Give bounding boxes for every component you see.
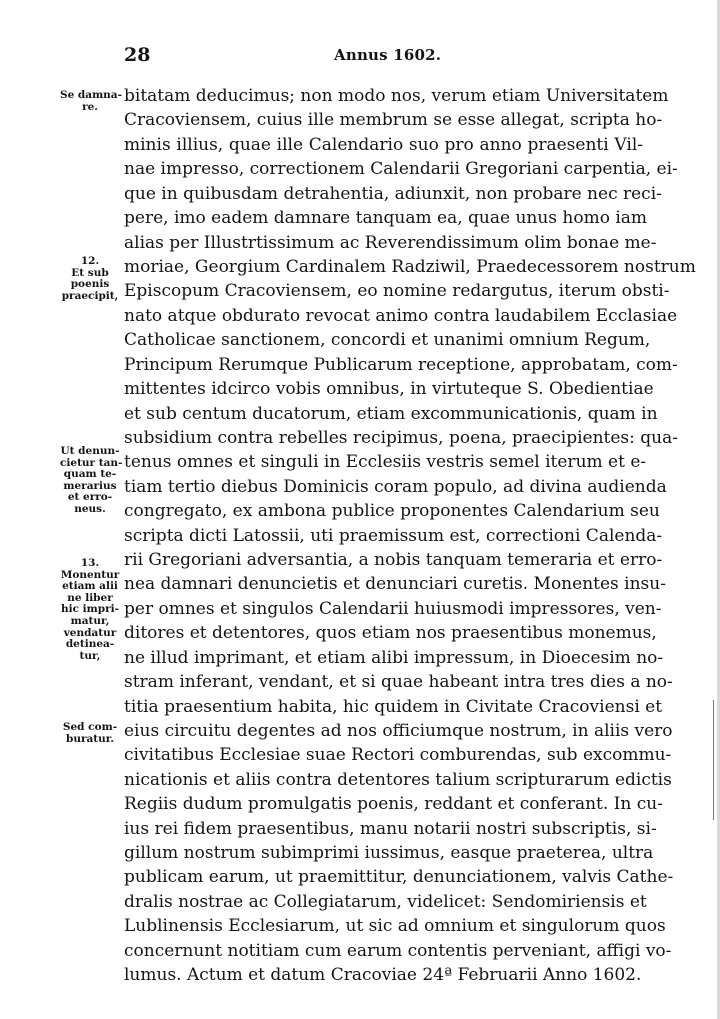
running-title: Annus 1602. [334, 46, 442, 64]
text-line: nae impresso, correctionem Calendarii Gregoriani carpentia, ei- [124, 159, 678, 180]
text-line: minis illius, quae ille Calendario suo pro anno praesenti Vil- [124, 134, 643, 155]
margin-note-line: et erro- [67, 491, 113, 504]
text-line: nea damnari denuncietis et denunciari curetis. Monentes insu- [124, 574, 666, 595]
text-line: Regiis dudum promulgatis poenis, reddant et conferant. In cu- [124, 794, 663, 815]
margin-note-damnare [60, 90, 120, 113]
margin-note-line: ne liber [67, 591, 113, 604]
text-line: rii Gregoriani adversantia, a nobis tanquam temeraria et erro- [124, 550, 663, 570]
margin-note-line: re. [82, 100, 98, 113]
margin-note-line: etiam alii [62, 580, 118, 593]
margin-note-line: merarius [63, 479, 117, 492]
text-line: tenus omnes et singuli in Ecclesiis vestris semel iterum et e- [124, 452, 647, 473]
text-line: titia praesentium habita, hic quidem in Civitate Cracoviensi et [124, 696, 663, 717]
text-line: tiam tertio diebus Dominicis coram populo, ad divina audienda [124, 476, 667, 497]
text-line: lumus. Actum et datum Cracoviae 24ª Februarii Anno 1602. [124, 965, 642, 986]
margin-note-line: praecipit, [61, 289, 119, 302]
margin-note-line: matur, [70, 614, 110, 627]
margin-note-line: Se damna- [60, 89, 122, 101]
text-line: Principum Rerumque Publicarum receptione, approbatam, com- [124, 354, 678, 375]
text-line: civitatibus Ecclesiae suae Rectori comburendas, sub excommu- [124, 745, 672, 766]
text-line: pere, imo eadem damnare tanquam ea, quae unus homo iam [124, 208, 648, 229]
margin-note-line: 12. [80, 255, 100, 267]
text-line: per omnes et singulos Calendarii huiusmodi impressores, ven- [124, 598, 662, 619]
text-line: nato atque obdurato revocat animo contra laudabilem Ecclasiae [124, 305, 678, 326]
text-line: et sub centum ducatorum, etiam excommunicationis, quam in [124, 403, 658, 424]
margin-note-line: buratur. [65, 732, 115, 745]
text-line: Episcopum Cracoviensem, eo nomine redargutus, iterum obsti- [124, 281, 670, 302]
text-line: dralis nostrae ac Collegiatarum, videlicet: Sendomiriensis et [124, 891, 647, 912]
margin-note-line: Sed com- [62, 721, 118, 733]
margin-note-line: poenis [70, 278, 110, 291]
text-line: Lublinensis Ecclesiarum, ut sic ad omnium et singulorum quos [124, 916, 666, 937]
text-line: moriae, Georgium Cardinalem Radziwil, Praedecessorem nostrum [124, 256, 696, 277]
margin-note-line: 13. [80, 557, 100, 569]
margin-note-line: vendatur [63, 626, 117, 639]
text-line: gillum nostrum subimprimi iussimus, easque praeterea, ultra [124, 843, 654, 863]
text-line: stram inferant, vendant, et si quae habeant intra tres dies a no- [124, 672, 673, 693]
text-line: publicam earum, ut praemittitur, denunciationem, valvis Cathe- [124, 867, 674, 888]
margin-note-line: cietur tan- [60, 456, 123, 469]
margin-note-13 [60, 558, 120, 662]
margin-note-line: quam te- [63, 468, 117, 481]
text-line: concernunt notitiam cum earum contentis perveniant, affigi vo- [124, 940, 672, 961]
text-line: alias per Illustrtissimum ac Reverendissimum olim bonae me- [124, 232, 657, 253]
margin-note-line: hic impri- [61, 603, 119, 616]
page-number: 28 [124, 44, 151, 66]
margin-note-line: Monentur [60, 568, 120, 581]
text-line: que in quibusdam detrahentia, adiunxit, non probare nec reci- [124, 183, 662, 204]
page-edge-line [713, 700, 714, 820]
margin-note-line: detinea- [65, 638, 115, 651]
text-line: Catholicae sanctionem, concordi et unanimi omnium Regum, [124, 330, 651, 351]
margin-note-denuncietur [60, 445, 123, 516]
text-line: ne illud imprimant, et etiam alibi impressum, in Dioecesim no- [124, 647, 664, 668]
text-line: mittentes idcirco vobis omnibus, in virtuteque S. Obedientiae [124, 379, 654, 399]
margin-note-line: tur, [79, 649, 101, 662]
margin-note-line: neus. [74, 502, 106, 515]
text-line: Cracoviensem, cuius ille membrum se esse allegat, scripta ho- [124, 110, 663, 131]
text-line: scripta dicti Latossii, uti praemissum est, correctioni Calenda- [124, 525, 663, 546]
text-line: eius circuitu degentes ad nos officiumque nostrum, in aliis vero [124, 720, 673, 741]
text-line: ditores et detentores, quos etiam nos praesentibus monemus, [124, 623, 657, 644]
margin-note-line: Et sub [71, 266, 109, 279]
text-line: bitatam deducimus; non modo nos, verum etiam Universitatem [124, 86, 669, 106]
text-line: subsidium contra rebelles recipimus, poena, praecipientes: qua- [124, 427, 678, 448]
text-line: congregato, ex ambona publice proponentes Calendarium seu [124, 501, 660, 522]
margin-note-comburatur [60, 722, 120, 745]
text-line: nicationis et aliis contra detentores talium scripturarum edictis [124, 769, 672, 790]
margin-note-line: Ut denun- [60, 445, 120, 457]
text-line: ius rei fidem praesentibus, manu notarii nostri subscriptis, si- [124, 818, 657, 839]
margin-note-12 [60, 256, 120, 302]
